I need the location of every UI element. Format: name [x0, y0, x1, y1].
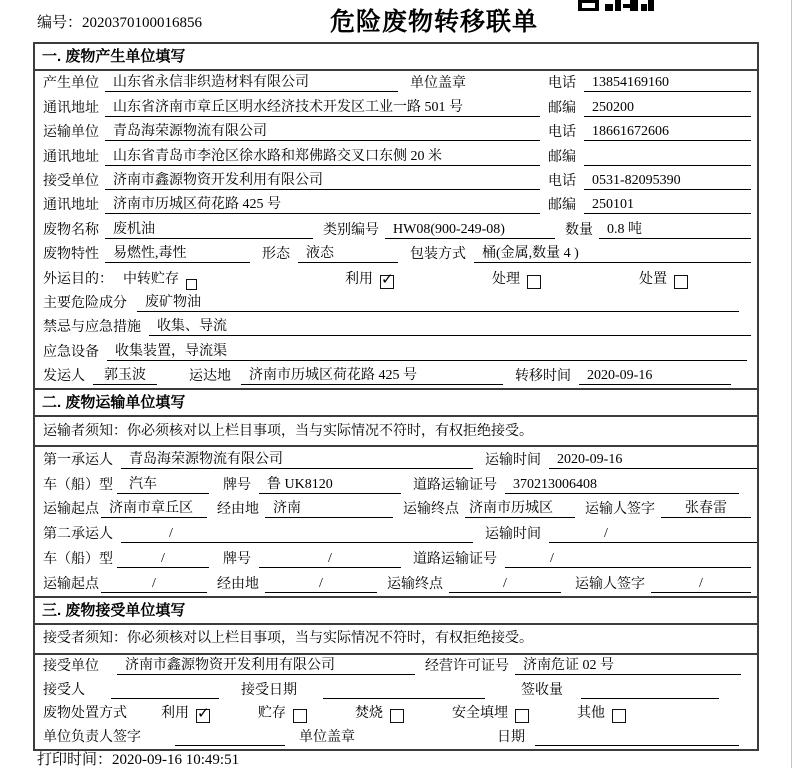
- dispatch-row: [35, 364, 757, 388]
- producer-address-row: [35, 95, 757, 119]
- responsible-signature-label: 单位负责人签字: [43, 729, 141, 745]
- waste-code-label: 类别编号: [323, 222, 379, 238]
- route1-end-value: 济南市历城区: [465, 497, 575, 518]
- purpose-treat-checkbox[interactable]: [527, 275, 541, 289]
- manifest-form: [33, 42, 759, 751]
- transporter-notice-label: 运输者须知：: [43, 423, 127, 439]
- serial-label: 编号：: [37, 15, 83, 31]
- waste-name-value: 废机油: [105, 218, 313, 239]
- transporter-row: [35, 120, 757, 144]
- transporter-zip-label: 邮编: [548, 149, 576, 165]
- purpose-option-label: 处理: [492, 271, 520, 287]
- producer-address-value: 山东省济南市章丘区明水经济技术开发区工业一路 501 号: [105, 96, 540, 117]
- transporter-phone-value: 18661672606: [584, 124, 751, 141]
- transporter-label: 运输单位: [43, 125, 99, 141]
- transporter-value: 青岛海荣源物流有限公司: [105, 120, 540, 141]
- hazard-row: [35, 291, 757, 315]
- acceptance-row: [35, 678, 757, 702]
- receiver-label: 接受单位: [43, 173, 99, 189]
- route1-start-value: 济南市章丘区: [101, 497, 207, 518]
- received-qty-label: 签收量: [521, 682, 563, 698]
- producer-phone-value: 13854169160: [584, 75, 751, 92]
- route1-row: [35, 497, 757, 522]
- transfer-time-label: 转移时间: [515, 369, 571, 385]
- transporter-notice-row: [35, 417, 757, 447]
- carrier1-time-value: 2020-09-16: [549, 452, 757, 469]
- sign-date-label: 日期: [497, 729, 525, 745]
- vehicle1-value: 汽车: [117, 473, 209, 494]
- producer-phone-label: 电话: [548, 76, 576, 92]
- license-value: 济南危证 02 号: [515, 654, 741, 675]
- acceptor-value: [111, 682, 219, 699]
- route2-start-value: /: [101, 576, 207, 593]
- qr-code-fragment-icon: [578, 0, 654, 16]
- print-time-line: [37, 748, 239, 769]
- destination-value: 济南市历城区荷花路 425 号: [241, 364, 503, 385]
- accept-date-value: [323, 682, 485, 699]
- sign-date-value: [535, 729, 739, 746]
- disposal-landfill-checkbox[interactable]: [515, 709, 529, 723]
- route2-sign-label: 运输人签字: [575, 576, 645, 592]
- purpose-transfer-storage-checkbox[interactable]: [186, 279, 197, 290]
- disposal-option-label: 焚烧: [355, 706, 383, 722]
- print-time-value: 2020-09-16 10:49:51: [112, 752, 240, 768]
- route2-via-label: 经由地: [217, 576, 259, 592]
- section3-body: [35, 625, 757, 749]
- emergency-measures-value: 收集、导流: [149, 315, 751, 336]
- transporter-notice-text: 你必须核对以上栏目事项，当与实际情况不符时，有权拒绝接受。: [127, 423, 533, 439]
- route1-sign-value: 张春雷: [661, 497, 751, 518]
- route2-row: [35, 571, 757, 596]
- route1-sign-label: 运输人签字: [585, 502, 655, 518]
- carrier1-row: [35, 447, 757, 472]
- accepting-unit-value: 济南市鑫源物资开发利用有限公司: [117, 654, 415, 675]
- receiver-address-label: 通讯地址: [43, 198, 99, 214]
- route1-via-label: 经由地: [217, 502, 259, 518]
- route2-end-label: 运输终点: [387, 576, 443, 592]
- producer-zip-value: 250200: [584, 100, 751, 117]
- section3-header: 三. 废物接受单位填写: [35, 596, 757, 625]
- permit1-label: 道路运输证号: [413, 477, 497, 493]
- emergency-measures-row: [35, 315, 757, 339]
- receiver-notice-row: [35, 625, 757, 655]
- serial-number: 2020370100016856: [82, 15, 203, 31]
- producer-label: 产生单位: [43, 76, 99, 92]
- receiver-value: 济南市鑫源物资开发利用有限公司: [105, 169, 540, 190]
- vehicle2-row: [35, 546, 757, 571]
- serial-number-line: [37, 11, 202, 32]
- signature-row: [35, 725, 757, 749]
- section1-header: 一. 废物产生单位填写: [35, 44, 757, 71]
- plate1-value: 鲁 UK8120: [259, 473, 401, 494]
- carrier1-time-label: 运输时间: [485, 452, 541, 468]
- receiver-phone-label: 电话: [548, 173, 576, 189]
- disposal-option-label: 安全填埋: [452, 706, 508, 722]
- waste-name-row: [35, 217, 757, 241]
- unit-seal-label: 单位盖章: [299, 729, 355, 745]
- vehicle2-label: 车（船）型: [43, 552, 113, 568]
- page-right-edge: [791, 0, 792, 768]
- disposal-option-label: 贮存: [258, 706, 286, 722]
- emergency-measures-label: 禁忌与应急措施: [43, 320, 141, 336]
- carrier1-label: 第一承运人: [43, 452, 113, 468]
- route1-end-label: 运输终点: [403, 502, 459, 518]
- destination-label: 运达地: [189, 369, 231, 385]
- route2-end-value: /: [449, 576, 561, 593]
- transporter-address-row: [35, 144, 757, 168]
- waste-form-value: 液态: [298, 242, 398, 263]
- purpose-option-label: 处置: [639, 271, 667, 287]
- receiver-address-row: [35, 193, 757, 217]
- plate2-value: /: [259, 551, 401, 568]
- permit2-value: /: [505, 551, 751, 568]
- disposal-method-row: [35, 702, 757, 726]
- producer-value: 山东省永信非织造材料有限公司: [105, 71, 398, 92]
- route1-start-label: 运输起点: [43, 502, 99, 518]
- route1-via-value: 济南: [265, 497, 393, 518]
- acceptor-label: 接受人: [43, 682, 85, 698]
- disposal-incinerate-checkbox[interactable]: [390, 709, 404, 723]
- hazard-label: 主要危险成分: [43, 295, 127, 311]
- purpose-row: [35, 266, 757, 290]
- emergency-equipment-value: 收集装置，导流渠: [107, 340, 747, 361]
- plate1-label: 牌号: [223, 477, 251, 493]
- transfer-time-value: 2020-09-16: [579, 368, 731, 385]
- accept-date-label: 接受日期: [241, 682, 297, 698]
- disposal-utilize-checkbox[interactable]: [196, 709, 210, 723]
- route2-via-value: /: [265, 576, 377, 593]
- disposal-storage-checkbox[interactable]: [293, 709, 307, 723]
- transporter-address-label: 通讯地址: [43, 149, 99, 165]
- section1-body: [35, 71, 757, 388]
- disposal-other-checkbox[interactable]: [612, 709, 626, 723]
- waste-form-label: 形态: [262, 247, 290, 263]
- received-qty-value: [581, 682, 719, 699]
- waste-traits-value: 易燃性,毒性: [105, 242, 250, 263]
- purpose-label: 外运目的：: [43, 271, 113, 287]
- receiver-phone-value: 0531-82095390: [584, 173, 751, 190]
- receiver-notice-label: 接受者须知：: [43, 631, 127, 647]
- waste-qty-value: 0.8 吨: [599, 218, 751, 239]
- waste-traits-row: [35, 242, 757, 266]
- section2-header: 二. 废物运输单位填写: [35, 388, 757, 417]
- section2-body: [35, 417, 757, 596]
- waste-pack-label: 包装方式: [410, 247, 466, 263]
- carrier2-label: 第二承运人: [43, 527, 113, 543]
- producer-seal-label: 单位盖章: [410, 76, 466, 92]
- waste-qty-label: 数量: [565, 222, 593, 238]
- route2-start-label: 运输起点: [43, 576, 99, 592]
- carrier2-time-label: 运输时间: [485, 527, 541, 543]
- page-title: 危险废物转移联单: [330, 8, 539, 36]
- purpose-dispose-checkbox[interactable]: [674, 275, 688, 289]
- purpose-option-label: 中转贮存: [123, 271, 179, 287]
- carrier2-time-value: /: [549, 526, 757, 543]
- accepting-unit-row: [35, 655, 757, 679]
- vehicle1-label: 车（船）型: [43, 477, 113, 493]
- print-time-label: 打印时间：: [37, 752, 113, 768]
- waste-name-label: 废物名称: [43, 222, 99, 238]
- transporter-zip-value: [584, 149, 751, 166]
- receiver-address-value: 济南市历城区荷花路 425 号: [105, 193, 540, 214]
- producer-zip-label: 邮编: [548, 100, 576, 116]
- disposal-option-label: 其他: [577, 706, 605, 722]
- permit1-value: 370213006408: [505, 477, 739, 494]
- carrier1-value: 青岛海荣源物流有限公司: [121, 448, 473, 469]
- producer-address-label: 通讯地址: [43, 100, 99, 116]
- waste-pack-value: 桶(金属,数量 4 ): [474, 242, 751, 263]
- purpose-utilize-checkbox[interactable]: [380, 275, 394, 289]
- license-label: 经营许可证号: [425, 659, 509, 675]
- plate2-label: 牌号: [223, 552, 251, 568]
- producer-row: [35, 71, 757, 95]
- vehicle2-value: /: [117, 551, 209, 568]
- emergency-equipment-row: [35, 339, 757, 363]
- permit2-label: 道路运输证号: [413, 552, 497, 568]
- receiver-row: [35, 169, 757, 193]
- waste-traits-label: 废物特性: [43, 247, 99, 263]
- transporter-phone-label: 电话: [548, 125, 576, 141]
- purpose-option-label: 利用: [345, 271, 373, 287]
- carrier2-row: [35, 521, 757, 546]
- responsible-signature-value: [175, 729, 285, 746]
- accepting-unit-label: 接受单位: [43, 659, 99, 675]
- emergency-equipment-label: 应急设备: [43, 344, 99, 360]
- dispatcher-label: 发运人: [43, 369, 85, 385]
- receiver-zip-value: 250101: [584, 197, 751, 214]
- vehicle1-row: [35, 472, 757, 497]
- disposal-option-label: 利用: [161, 706, 189, 722]
- dispatcher-value: 郭玉波: [93, 364, 157, 385]
- disposal-method-label: 废物处置方式: [43, 706, 127, 722]
- hazard-value: 废矿物油: [137, 291, 739, 312]
- waste-code-value: HW08(900-249-08): [385, 222, 555, 239]
- transporter-address-value: 山东省青岛市李沧区徐水路和郑佛路交叉口东侧 20 米: [105, 145, 540, 166]
- receiver-zip-label: 邮编: [548, 198, 576, 214]
- carrier2-value: /: [121, 526, 473, 543]
- route2-sign-value: /: [651, 576, 751, 593]
- receiver-notice-text: 你必须核对以上栏目事项，当与实际情况不符时，有权拒绝接受。: [127, 631, 533, 647]
